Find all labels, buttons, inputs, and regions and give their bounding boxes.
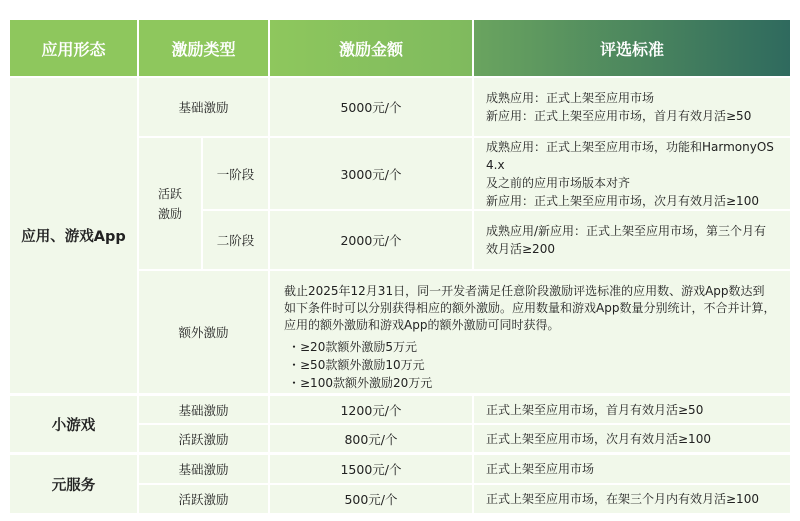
app-basic-amount: 5000元/个 xyxy=(270,78,472,136)
app-extra-description xyxy=(270,271,790,393)
header-form: 应用形态 xyxy=(10,20,137,76)
meta-basic-criteria: 正式上架至应用市场 xyxy=(474,455,790,483)
extra-line: 应用的额外激励和游戏App的额外激励可同时获得。 xyxy=(284,318,560,332)
criteria-line: 成熟应用：正式上架至应用市场 xyxy=(486,91,655,105)
header-type: 激励类型 xyxy=(139,20,268,76)
extra-line: 如下条件时可以分别获得相应的额外激励。应用数量和游戏App数量分别统计，不合并计算， xyxy=(284,301,776,315)
mini-basic-amount: 1200元/个 xyxy=(270,396,472,423)
group-meta: 元服务 xyxy=(10,455,137,513)
header-criteria: 评选标准 xyxy=(474,20,790,76)
criteria-line: 成熟应用：正式上架至应用市场，功能和HarmonyOS 4.x xyxy=(486,139,774,172)
app-stage2-amount: 2000元/个 xyxy=(270,211,472,269)
app-stage2-criteria xyxy=(474,211,790,269)
extra-bullet: ・≥20款额外激励5万元 xyxy=(288,340,417,354)
meta-active-amount: 500元/个 xyxy=(270,485,472,513)
criteria-line: 及之前的应用市场版本对齐 xyxy=(486,175,631,190)
extra-text xyxy=(270,271,790,334)
mini-active-type: 活跃激励 xyxy=(139,425,268,452)
mini-active-amount: 800元/个 xyxy=(270,425,472,452)
app-stage2-type: 二阶段 xyxy=(203,211,268,269)
meta-active-criteria: 正式上架至应用市场，在架三个月内有效月活≥100 xyxy=(474,485,790,513)
criteria-line: 新应用：正式上架至应用市场，首月有效月活≥50 xyxy=(486,109,752,123)
extra-bullet: ・≥100款额外激励20万元 xyxy=(288,376,433,390)
app-stage1-criteria xyxy=(474,138,790,209)
criteria-line: 成熟应用/新应用：正式上架至应用市场，第三个月有 xyxy=(486,224,767,238)
criteria-line: 效月活≥200 xyxy=(486,242,555,256)
meta-basic-type: 基础激励 xyxy=(139,455,268,483)
extra-line: 截止2025年12月31日，同一开发者满足任意阶段激励评选标准的应用数、游戏App数达到 xyxy=(284,284,765,298)
app-basic-type: 基础激励 xyxy=(139,78,268,136)
meta-active-type: 活跃激励 xyxy=(139,485,268,513)
group-mini: 小游戏 xyxy=(10,396,137,452)
mini-active-criteria: 正式上架至应用市场，次月有效月活≥100 xyxy=(474,425,790,452)
group-app: 应用、游戏App xyxy=(10,78,137,393)
criteria-line: 新应用：正式上架至应用市场，次月有效月活≥100 xyxy=(486,193,759,208)
extra-bullet: ・≥50款额外激励10万元 xyxy=(288,358,425,372)
meta-basic-amount: 1500元/个 xyxy=(270,455,472,483)
app-active-label: 活跃 激励 xyxy=(139,138,201,269)
app-basic-criteria xyxy=(474,78,790,136)
app-extra-type: 额外激励 xyxy=(139,271,268,393)
mini-basic-type: 基础激励 xyxy=(139,396,268,423)
app-stage1-amount: 3000元/个 xyxy=(270,138,472,209)
mini-basic-criteria: 正式上架至应用市场，首月有效月活≥50 xyxy=(474,396,790,423)
header-amount: 激励金额 xyxy=(270,20,472,76)
app-stage1-type: 一阶段 xyxy=(203,138,268,209)
